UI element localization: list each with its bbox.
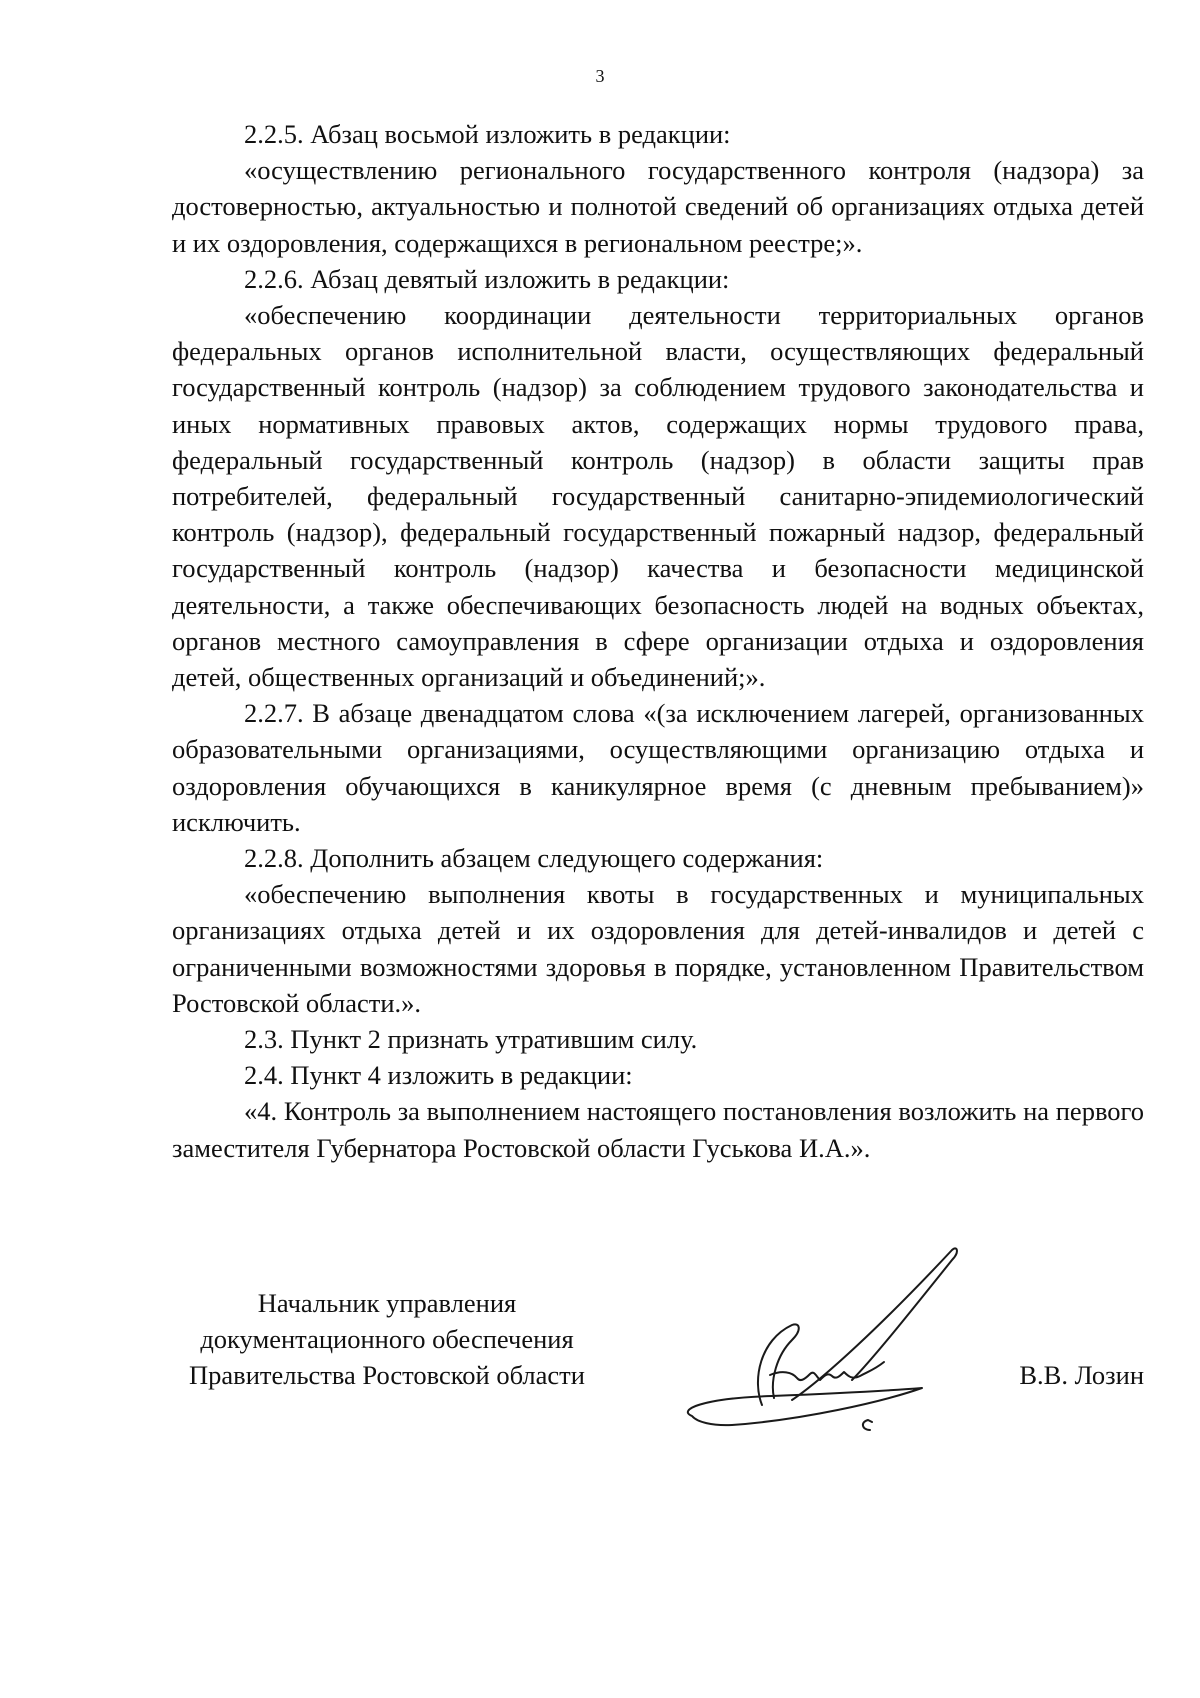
paragraph-2-2-8-text: «обеспечению выполнения квоты в государственных и муниципальных организациях отдыха детей и их оздоровления для детей-инвалидов и детей с ограниченными возможностями здоровья в порядке, установленном Правительством Ростовской области.».: [172, 879, 1144, 1018]
paragraph-2-2-6-heading: 2.2.6. Абзац девятый изложить в редакции:: [244, 263, 730, 294]
signatory-title-line: документационного обеспечения: [200, 1324, 574, 1355]
paragraph-2-2-6-text: «обеспечению координации деятельности территориальных органов федеральных органов исполнительной власти, осуществляющих федеральный государственный контроль (надзор) за соблюдением трудового законодательства и иных нормативных правовых актов, содержащих нормы трудового права, федеральный государственный контроль (надзор) в области защиты прав потребителей, федеральный государственный санитарно-эпидемиологический контроль (надзор), федеральный государственный пожарный надзор, федеральный государственный контроль (надзор) качества и безопасности медицинской деятельности, а также обеспечивающих безопасность людей на водных объектах, органов местного самоуправления в сфере организации отдыха и оздоровления детей, общественных организаций и объединений;».: [172, 300, 1144, 693]
page-number: 3: [595, 66, 605, 86]
paragraph-2-2-8-heading: 2.2.8. Дополнить абзацем следующего содержания:: [244, 843, 824, 874]
paragraph-2-2-7: 2.2.7. В абзаце двенадцатом слова «(за исключением лагерей, организованных образовательными организациями, осуществляющими организацию отдыха и оздоровления обучающихся в каникулярное время (с дневным пребыванием)» исключить.: [172, 698, 1144, 837]
signatory-title-line: Правительства Ростовской области: [189, 1360, 585, 1391]
paragraph-2-2-5-text: «осуществлению регионального государственного контроля (надзора) за достоверностью, актуальностью и полнотой сведений об организациях отдыха детей и их оздоровления, содержащихся в региональном реестре;».: [172, 155, 1144, 258]
signature-block: [172, 1285, 1144, 1445]
paragraph-2-3: 2.3. Пункт 2 признать утратившим силу.: [244, 1024, 698, 1055]
paragraph-2-2-5-heading: 2.2.5. Абзац восьмой изложить в редакции:: [244, 119, 731, 149]
paragraph-2-4-text: «4. Контроль за выполнением настоящего постановления возложить на первого заместителя Губернатора Ростовской области Гуськова И.А.».: [172, 1096, 1144, 1163]
signatory-title-line: Начальник управления: [257, 1288, 517, 1318]
signatory-name: В.В. Лозин: [1019, 1360, 1144, 1390]
document-body: [172, 116, 1144, 1166]
handwritten-signature: [652, 1230, 1012, 1440]
signatory-title: [172, 1285, 602, 1394]
paragraph-2-4-heading: 2.4. Пункт 4 изложить в редакции:: [244, 1060, 633, 1091]
